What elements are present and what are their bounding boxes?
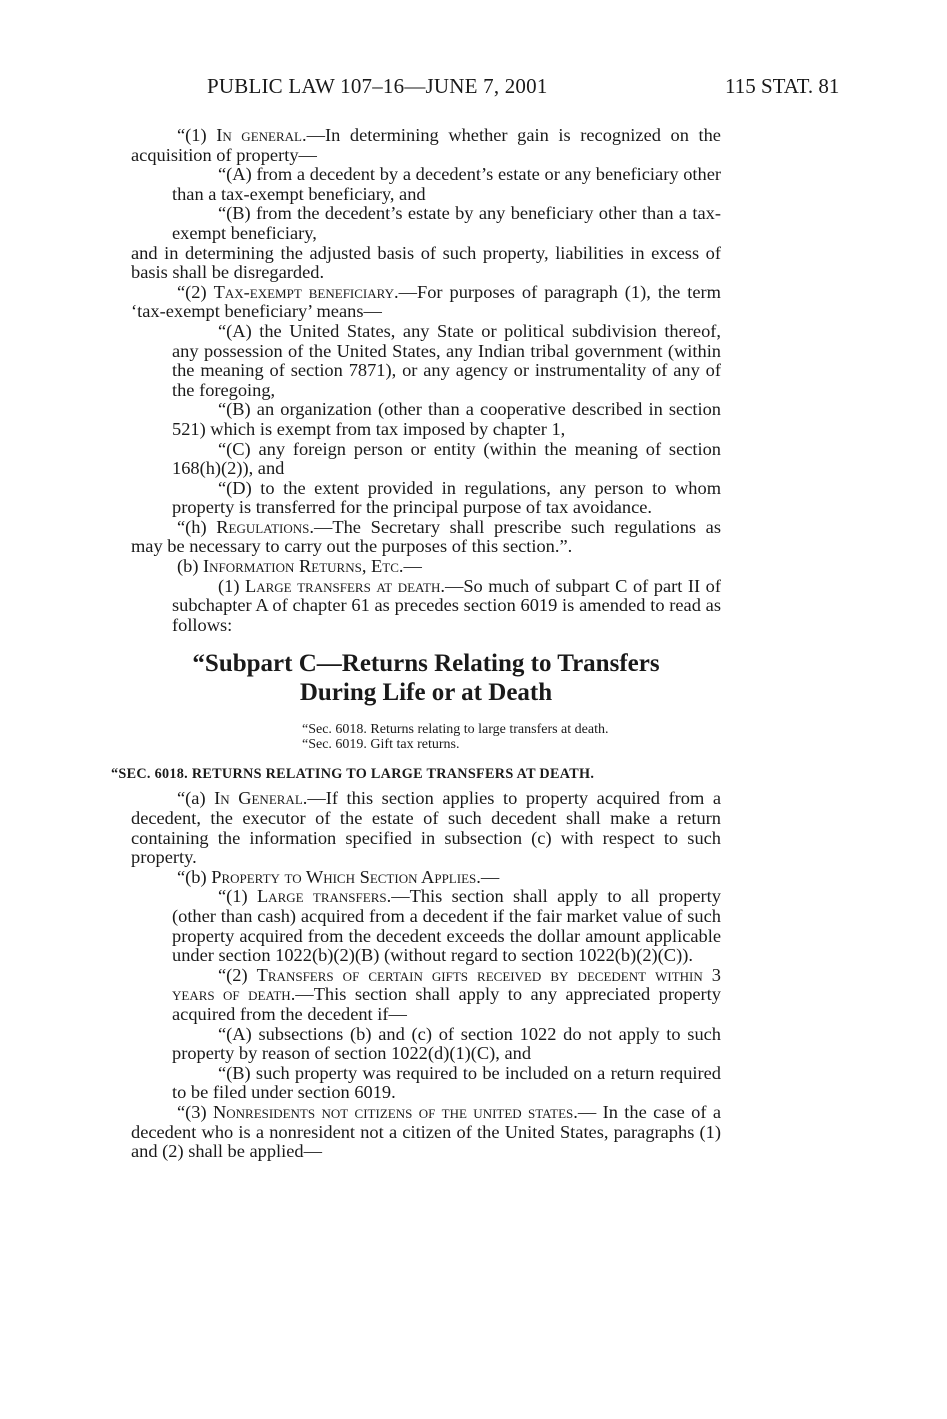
paragraph-2-tax-exempt: “(2) Tax-exempt beneficiary.—For purposes of paragraph (1), the term ‘tax-exempt beneficiary’ means— (131, 281, 721, 322)
paragraph-b1-large-transfers: (1) Large transfers at death.—So much of subpart C of part II of subchapter A of chapter 61 as precedes section 6019 is amended to read as follows: (172, 575, 721, 635)
section-subparagraph-b2a: “(A) subsections (b) and (c) of section 1022 do not apply to such property by reason of section 1022(d)(1)(C), and (172, 1023, 721, 1064)
paragraph-1-tail: and in determining the adjusted basis of such property, liabilities in excess of basis shall be disregarded. (131, 242, 721, 283)
subparagraph-2a: “(A) the United States, any State or political subdivision thereof, any possession of the United States, any Indian tribal government (within the meaning of section 7871), or any agency or instrumentality of any of the foregoing, (172, 320, 721, 400)
subparagraph-1b: “(B) from the decedent’s estate by any beneficiary other than a tax-exempt beneficiary, (172, 203, 721, 243)
subparagraph-2d: “(D) to the extent provided in regulations, any person to whom property is transferred for the principal purpose of tax avoidance. (172, 477, 721, 518)
header-citation: PUBLIC LAW 107–16—JUNE 7, 2001 (207, 74, 548, 98)
subsection-h-regulations: “(h) Regulations.—The Secretary shall prescribe such regulations as may be necessary to carry out the purposes of this section.”. (131, 516, 721, 557)
section-heading: “SEC. 6018. RETURNS RELATING TO LARGE TRANSFERS AT DEATH. (111, 766, 595, 783)
section-subsection-a: “(a) In General.—If this section applies to property acquired from a decedent, the executor of the estate of such decedent shall make a return containing the information specified in subsection (c) with respect to such property. (131, 788, 722, 868)
subparagraph-1a: “(A) from a decedent by a decedent’s estate or any beneficiary other than a tax-exempt beneficiary, and (172, 164, 721, 204)
page-header (0, 74, 947, 104)
table-of-sections (131, 723, 721, 752)
toc-item: “Sec. 6018. Returns relating to large transfers at death. (302, 722, 609, 738)
subsection-b-information-returns: (b) Information Returns, Etc.— (177, 556, 422, 577)
section-paragraph-b3: “(3) Nonresidents not citizens of the united states.— In the case of a decedent who is a nonresident not a citizen of the United States, paragraphs (1) and (2) shall be applied— (131, 1101, 721, 1162)
document-body (111, 125, 722, 1162)
paragraph-1-in-general: “(1) In general.—In determining whether gain is recognized on the acquisition of property— (131, 125, 721, 165)
subparagraph-2c: “(C) any foreign person or entity (within the meaning of section 168(h)(2)), and (172, 438, 721, 479)
toc-item: “Sec. 6019. Gift tax returns. (302, 736, 460, 752)
subparagraph-2b: “(B) an organization (other than a cooperative described in section 521) which is exempt from tax imposed by chapter 1, (172, 399, 721, 439)
section-paragraph-b1: “(1) Large transfers.—This section shall apply to all property (other than cash) acquired from a decedent if the fair market value of such property acquired from the decedent exceeds the dollar amount applicable under section 1022(b)(2)(B) (without regard to section 1022(b)(2)(C)). (172, 886, 721, 966)
section-subparagraph-b2b: “(B) such property was required to be included on a return required to be filed under section 6019. (172, 1062, 721, 1103)
header-page-number: 115 STAT. 81 (725, 74, 840, 98)
subpart-heading: “Subpart C—Returns Relating to Transfers During Life or at Death (192, 650, 660, 707)
section-paragraph-b2: “(2) Transfers of certain gifts received by decedent within 3 years of death.—This section shall apply to any appreciated property acquired from the decedent if— (172, 964, 721, 1024)
section-subsection-b: “(b) Property to Which Section Applies.— (177, 866, 500, 887)
